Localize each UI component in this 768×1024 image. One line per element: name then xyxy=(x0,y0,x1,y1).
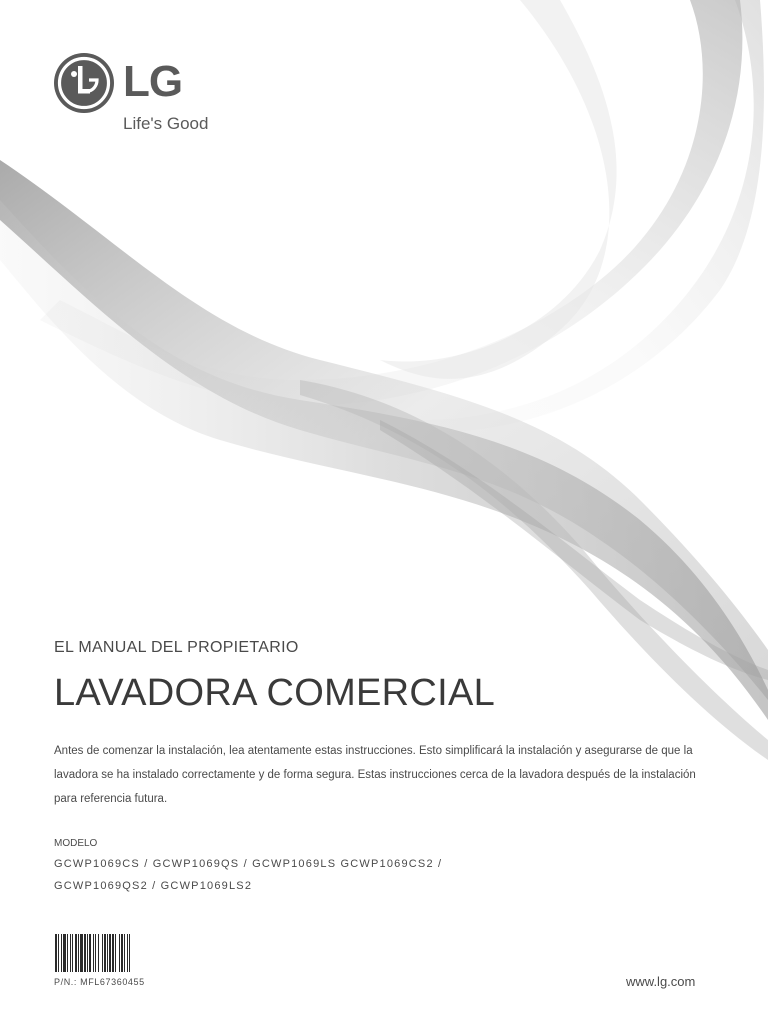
barcode-bar xyxy=(67,934,68,972)
lg-face-logo-icon xyxy=(53,52,115,114)
website-url: www.lg.com xyxy=(626,974,696,989)
barcode-bar xyxy=(107,934,108,972)
barcode-bar xyxy=(55,934,57,972)
barcode-bar xyxy=(102,934,103,972)
barcode-bar xyxy=(104,934,106,972)
intro-paragraph: Antes de comenzar la instalación, lea atentamente estas instrucciones. Esto simplificará la instalación y asegurarse de que la lavadora se ha instalado correctamente y de forma segura. Estas instrucciones cerca de la lavadora después de la instalación para referencia futura. xyxy=(54,745,696,805)
barcode-bar xyxy=(93,934,94,972)
barcode-bar xyxy=(98,934,99,972)
document-subtitle: EL MANUAL DEL PROPIETARIO xyxy=(54,639,299,656)
barcode-bar xyxy=(78,934,79,972)
barcode xyxy=(55,934,182,972)
lg-logo xyxy=(53,52,243,142)
brand-tagline: Life's Good xyxy=(123,114,209,133)
barcode-bar xyxy=(124,934,125,972)
barcode-bar xyxy=(58,934,59,972)
part-number: P/N.: MFL67360455 xyxy=(54,977,145,987)
barcode-bar xyxy=(61,934,62,972)
barcode-bar xyxy=(119,934,120,972)
barcode-bar xyxy=(80,934,83,972)
barcode-bar xyxy=(109,934,111,972)
model-list-line-1: GCWP1069CS / GCWP1069QS / GCWP1069LS GCWP1069CS2 / xyxy=(54,858,443,870)
lg-wordmark: LG xyxy=(123,57,183,106)
barcode-bar xyxy=(72,934,73,972)
barcode-bar xyxy=(87,934,88,972)
barcode-bar xyxy=(63,934,66,972)
barcode-bar xyxy=(129,934,130,972)
barcode-bar xyxy=(127,934,128,972)
barcode-bar xyxy=(112,934,114,972)
barcode-bar xyxy=(84,934,86,972)
barcode-bar xyxy=(70,934,71,972)
model-label: MODELO xyxy=(54,838,98,849)
barcode-bar xyxy=(95,934,96,972)
barcode-bar xyxy=(115,934,116,972)
barcode-bar xyxy=(89,934,91,972)
model-list-line-2: GCWP1069QS2 / GCWP1069LS2 xyxy=(54,880,253,892)
barcode-bar xyxy=(121,934,123,972)
barcode-bar xyxy=(75,934,77,972)
document-title: LAVADORA COMERCIAL xyxy=(54,672,496,714)
